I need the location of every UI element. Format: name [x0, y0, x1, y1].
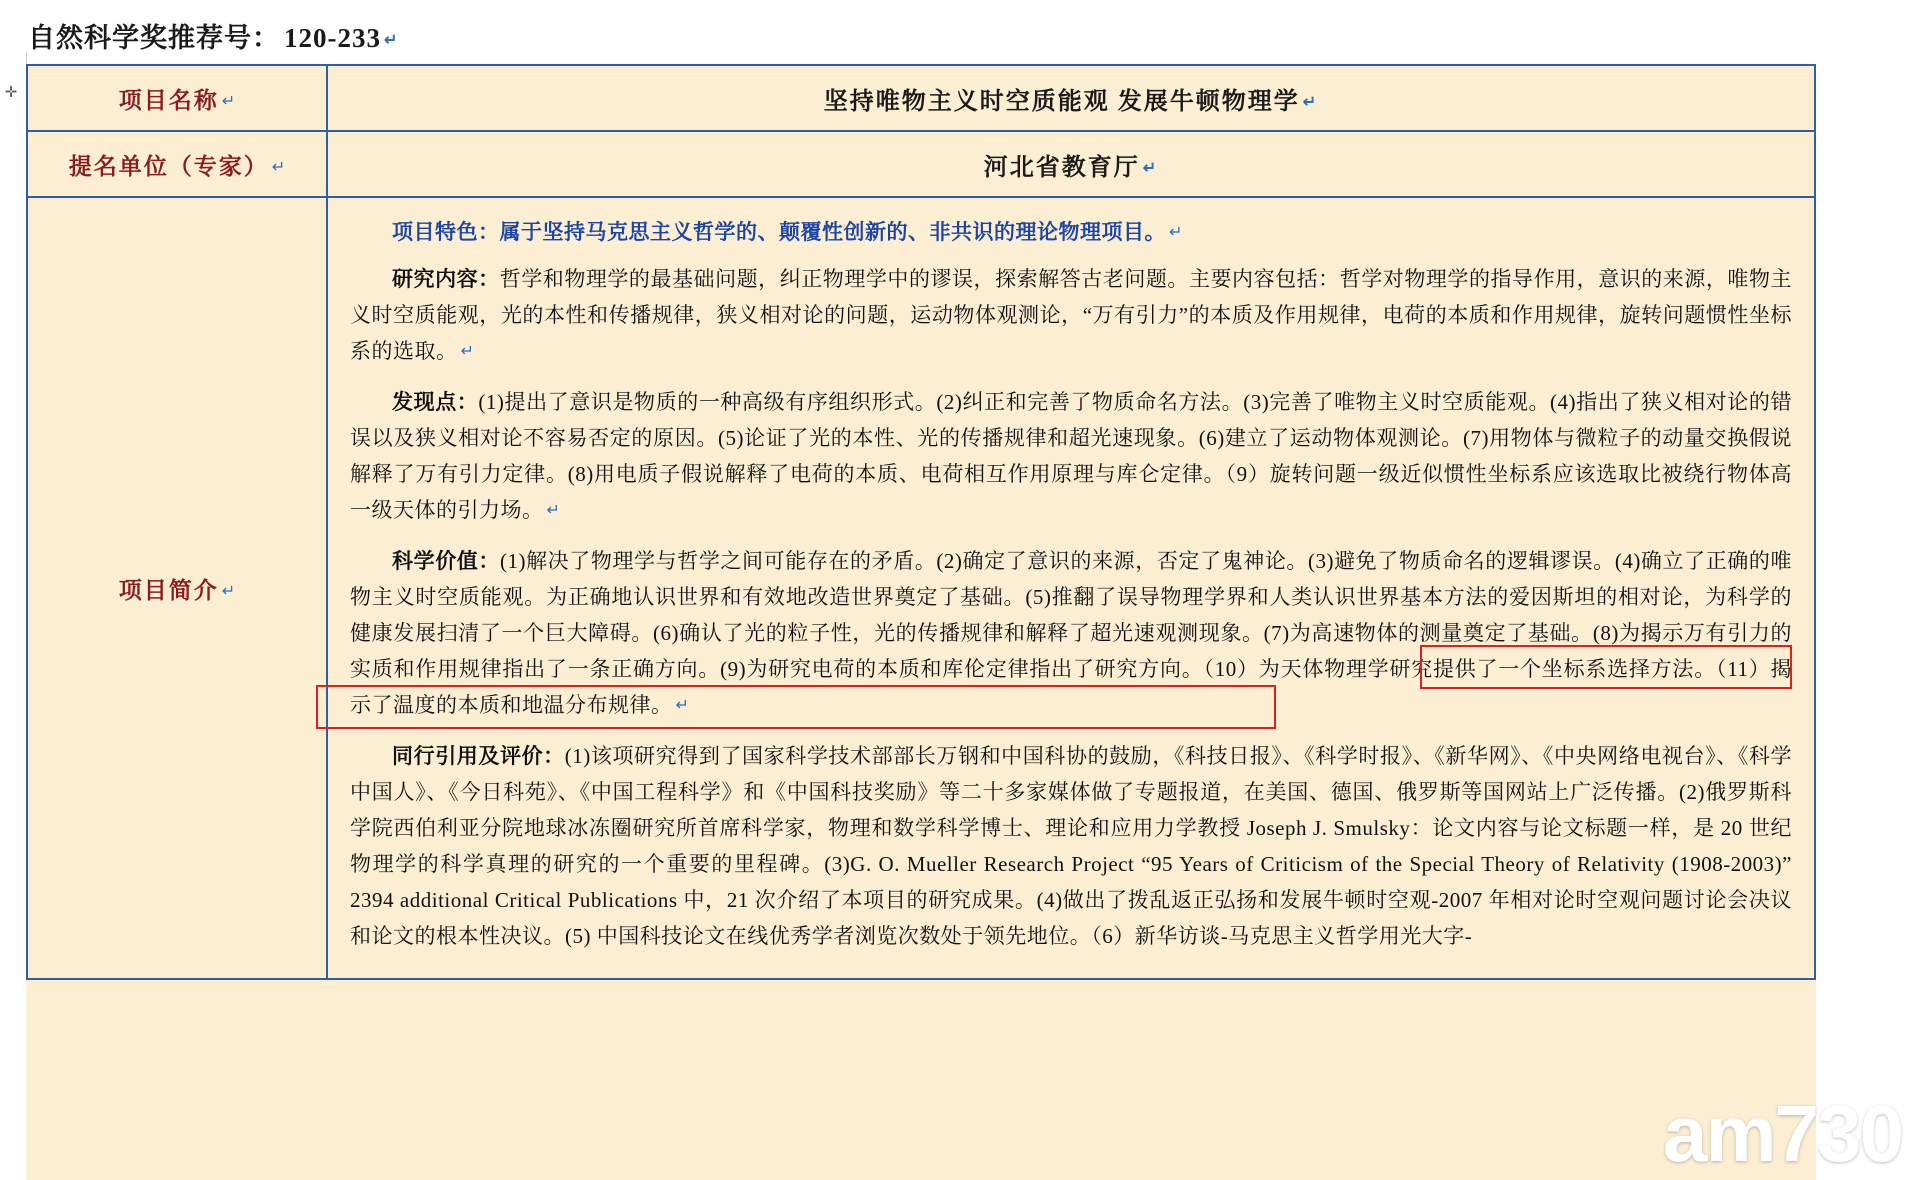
summary-label-cell	[27, 197, 327, 979]
nominating-unit-value-cell	[327, 131, 1815, 197]
document-header	[28, 16, 398, 55]
nominating-unit-value: 河北省教育厅	[983, 154, 1140, 181]
feature-lead: 项目特色：	[392, 220, 500, 244]
project-name-value: 坚持唯物主义时空质能观 发展牛顿物理学	[823, 88, 1300, 115]
proposal-table-wrapper	[26, 64, 1816, 1180]
paragraph-mark-icon: ↵	[546, 502, 561, 519]
paragraph-mark-icon: ↵	[1142, 159, 1159, 177]
citations-lead: 同行引用及评价：	[392, 744, 565, 768]
table-row	[27, 197, 1815, 979]
award-number-value: 120-233	[284, 23, 381, 53]
project-name-value-cell	[327, 65, 1815, 131]
paragraph-mark-icon: ↵	[675, 697, 690, 714]
proposal-table	[26, 64, 1816, 980]
nominating-unit-label: 提名单位（专家）	[68, 153, 269, 179]
paragraph-mark-icon: ↵	[384, 32, 399, 49]
feature-text: 属于坚持马克思主义哲学的、颠覆性创新的、非共识的理论物理项目。	[499, 220, 1166, 244]
paragraph-mark-icon: ↵	[271, 158, 286, 176]
paragraph-discoveries	[350, 384, 1792, 529]
project-name-label-cell	[27, 65, 327, 131]
summary-label: 项目简介	[118, 577, 219, 603]
award-number-label: 自然科学奖推荐号：	[28, 23, 280, 53]
paragraph-mark-icon: ↵	[221, 582, 236, 600]
nominating-unit-label-cell	[27, 131, 327, 197]
left-margin-strip	[0, 52, 27, 1180]
content-lead: 研究内容：	[392, 267, 500, 291]
paragraph-mark-icon: ↵	[221, 92, 236, 110]
paragraph-content	[350, 261, 1792, 370]
paragraph-mark-icon: ↵	[1169, 224, 1183, 241]
table-row	[27, 65, 1815, 131]
value-lead: 科学价值：	[392, 549, 500, 573]
table-row	[27, 131, 1815, 197]
paragraph-feature	[350, 214, 1792, 251]
summary-body-cell	[327, 197, 1815, 979]
watermark: am730	[1662, 1089, 1902, 1178]
content-text: 哲学和物理学的最基础问题，纠正物理学中的谬误，探索解答古老问题。主要内容包括：哲学对物理学的指导作用，意识的来源，唯物主义时空质能观，光的本性和传播规律，狭义相对论的问题，运动物体观测论，“万有引力”的本质及作用规律，电荷的本质和作用规律，旋转问题惯性坐标系的选取。	[350, 267, 1793, 363]
project-name-label: 项目名称	[118, 87, 219, 113]
paragraph-mark-icon: ↵	[460, 343, 475, 360]
discoveries-text: (1)提出了意识是物质的一种高级有序组织形式。(2)纠正和完善了物质命名方法。(3)完善了唯物主义时空质能观。(4)指出了狭义相对论的错误以及狭义相对论不容易否定的原因。(5)论证了光的本性、光的传播规律和超光速现象。(6)建立了运动物体观测论。(7)用物体与微粒子的动量交换假说解释了万有引力定律。(8)用电质子假说解释了电荷的本质、电荷相互作用原理与库仑定律。（9）旋转问题一级近似惯性坐标系应该选取比被绕行物体高一级天体的引力场。	[350, 390, 1793, 522]
paragraph-value	[350, 543, 1792, 724]
discoveries-lead: 发现点：	[392, 390, 479, 414]
value-text: (1)解决了物理学与哲学之间可能存在的矛盾。(2)确定了意识的来源，否定了鬼神论。(3)避免了物质命名的逻辑谬误。(4)确立了正确的唯物主义时空质能观。为正确地认识世界和有效地改造世界奠定了基础。(5)推翻了误导物理学界和人类认识世界基本方法的爱因斯坦的相对论，为科学的健康发展扫清了一个巨大障碍。(6)确认了光的粒子性，光的传播规律和解释了超光速观测现象。(7)为高速物体的测量奠定了基础。(8)为揭示万有引力的实质和作用规律指出了一条正确方向。(9)为研究电荷的本质和库伦定律指出了研究方向。（10）为天体物理学研究提供了一个坐标系选择方法。（11）揭示了温度的本质和地温分布规律。	[350, 549, 1792, 717]
paragraph-citations	[350, 738, 1792, 954]
paragraph-mark-icon: ↵	[1302, 93, 1319, 111]
citations-text: (1)该项研究得到了国家科学技术部部长万钢和中国科协的鼓励，《科技日报》、《科学时报》、《新华网》、《中央网络电视台》、《科学中国人》、《今日科苑》、《中国工程科学》和《中国科技奖励》等二十多家媒体做了专题报道，在美国、德国、俄罗斯等国网站上广泛传播。(2)俄罗斯科学院西伯利亚分院地球冰冻圈研究所首席科学家，物理和数学科学博士、理论和应用力学教授 Joseph J. Smulsky：论文内容与论文标题一样，是 20 世纪物理学的科学真理的研究的一个重要的里程碑。(3)G. O. Mueller Research Project “95 Years of Criticism of the Special Theory of Relativity (1908-2003)” 2394 additional Critical Publications 中，21 次介绍了本项目的研究成果。(4)做出了拨乱返正弘扬和发展牛顿时空观-2007 年相对论时空观问题讨论会决议和论文的根本性决议。(5) 中国科技论文在线优秀学者浏览次数处于领先地位。（6）新华访谈-马克思主义哲学用光大字-	[350, 744, 1793, 948]
table-move-handle-icon[interactable]: ✛	[4, 85, 18, 101]
